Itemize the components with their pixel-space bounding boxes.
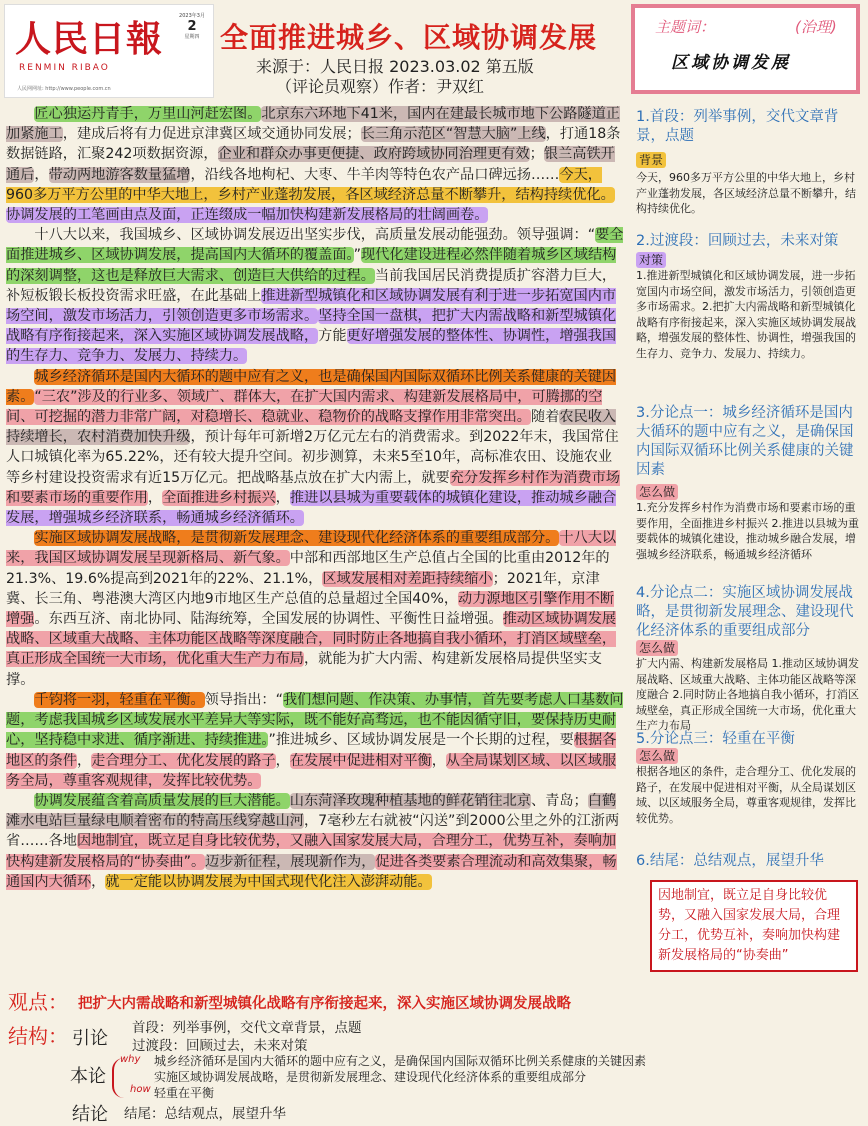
p1-segment-8: ， [34, 166, 49, 183]
p3-segment-2: 随着 [530, 409, 560, 426]
p3-segment-1: “三农”涉及的行业多、领域广、群体大，在扩大国内需求、构建新发展格局中，可腾挪的空间、可挖掘的潜力非常广阔，对稳增长、稳就业、稳物价的战略支撑作用非常突出。 [6, 388, 603, 426]
outline-section-3-body: 1.充分发挥乡村作为消费市场和要素市场的重要作用，全面推进乡村振兴 2.推进以县城为重要载体的城镇化建设，推动城乡融合发展，增强城乡经济联系，畅通城乡经济循环 [636, 501, 859, 561]
p1-segment-2: ，建成后将有力促进京津冀区域交通协同发展； [62, 126, 361, 143]
p6-segment-3: 白鹤滩水电站巨量绿电顺着密布的特高压线穿越山河 [6, 792, 617, 830]
p1-segment-6: ； [529, 146, 544, 163]
p5-segment-10: 从全局谋划区域、以区域服务全局，尊重客观规律，发挥比较优势。 [6, 752, 617, 789]
p4-segment-5: 动力源地区引擎作用不断增强 [6, 590, 615, 628]
p1-segment-9: 带动两地游客数量猛增 [48, 166, 191, 183]
p6-segment-8: ， [91, 873, 106, 890]
p1-segment-11: 今天，960多万平方公里的中华大地上，乡村产业蓬勃发展，各区域经济总量不断攀升，结构持续优化。 [6, 166, 615, 203]
p2-segment-10: 更好增强发展的整体性、协调性，增强我国的生存力、竞争力、发展力、持续力。 [6, 328, 617, 365]
p3-segment-10: ， [275, 489, 290, 506]
p2-segment-4: 当前我国居民消费提质扩容潜力巨大 [374, 267, 602, 284]
article-title: 全面推进城乡、区域协调发展 [220, 21, 598, 54]
p4-segment-6: 。东西互济、南北协同、陆海统筹，全国发展的协调性、平衡性日益增强。 [34, 611, 503, 628]
p1-segment-7: 银兰高铁开通后 [6, 146, 615, 183]
outline-section-3-tag: 怎么做 [636, 484, 678, 500]
p3-segment-5: 到2022年末，我国常住人口城镇化率为65.22%，还有较大提升空间。初步测算，未来5至10年，高标准农田、设施农业等乡村建设投资需求有近15万亿元。 [6, 429, 619, 486]
p5-segment-2: 我们想问题、作决策、办事情，首先要考虑人口基数问题，考虑我国城乡区域发展水平差异大等实际，既不能好高骛远，也不能因循守旧，要保持历史耐心，坚持稳中求进、循序渐进、持续推进。 [6, 691, 624, 749]
p1-segment-5: 企业和群众办事更便捷、政府跨域协同治理更有效 [217, 146, 530, 163]
outline-section-2-body: 1.推进新型城镇化和区域协调发展，进一步拓宽国内市场空间，激发市场活力，引领创造更多市场需求。2.把扩大内需战略和新型城镇化战略有序衔接起来，深入实施区域协调发展战略，增强发展的整体性、协调性，增强我国的生存力、竞争力、发展力、持续力。 [636, 269, 856, 360]
p2-segment-7: 推进新型城镇化和区域协调发展有利于进一步拓宽国内市场空间，激发市场活力，引领创造更多市场需求。 [6, 287, 617, 325]
outline-section-4-tag: 怎么做 [636, 640, 678, 656]
issue-day: 2 [187, 19, 197, 34]
p2-segment-9: 方能 [318, 328, 347, 345]
handwritten-how: how [130, 1084, 151, 1095]
outline-section-6-body: 因地制宜，既立足自身比较优势，又融入国家发展大局，合理分工，优势互补，奏响加快构建新发展格局的“协奏曲” [650, 880, 858, 972]
p4-segment-7: 推动区域协调发展战略、区域重大战略、主体功能区战略等深度融合，同时防止各地搞自我小循环，打消区域壁垒，真正形成全国统一大市场，优化重大生产力布局 [6, 611, 617, 668]
p3-segment-4: ，预计每年可新增2万亿元左右的消费需求。 [190, 429, 470, 446]
summary-body-2: 实施区域协调发展战略，是贯彻新发展理念、建设现代化经济体系的重要组成部分 [154, 1070, 587, 1084]
p4-segment-3: 区域发展相对差距持续缩小 [322, 570, 493, 587]
article-body [6, 104, 626, 892]
p3-segment-9: 全面推进乡村振兴 [162, 489, 276, 506]
paragraph-2 [6, 225, 626, 366]
outline-section-1-body: 今天，960多万平方公里的中华大地上，乡村产业蓬勃发展，各区域经济总量不断攀升，结构持续优化。 [636, 171, 856, 215]
p3-segment-8: ， [147, 489, 163, 506]
p4-segment-1: 十八大以来，我国区域协调发展呈现新格局、新气象。 [6, 530, 617, 567]
outline-section-3-head: 3.分论点一：城乡经济循环是国内大循环的题中应有之义，是确保国内国际双循环比例关系健康的关键因素 [636, 405, 854, 478]
summary-view-label: 观点： [8, 990, 68, 1014]
summary-body-3: 轻重在平衡 [154, 1086, 215, 1100]
issue-month: 2023年3月 [179, 13, 205, 19]
p1-segment-3: 长三角示范区“智慧大脑”上线 [360, 126, 546, 143]
p4-segment-2: 中部和西部地区生产总值占全国的比重由2012年的21.3%、19.6%提高到2021年的22%、21.1%， [6, 550, 610, 587]
p2-segment-2: ” [353, 247, 361, 264]
newspaper-logo: 人民日報 [15, 18, 164, 60]
p5-segment-3: ”推进城乡、区域协调发展是一个长期的过程，要 [268, 732, 574, 749]
paragraph-6 [6, 791, 626, 892]
paragraph-5 [6, 690, 626, 791]
outline-section-2-head: 2.过渡段：回顾过去，未来对策 [636, 233, 839, 249]
p6-segment-6: 迈步新征程，展现新作为， [205, 853, 376, 870]
newspaper-website: 人民网网址: http://www.people.com.cn [17, 86, 111, 92]
p5-segment-0: 千钧将一羽，轻重在平衡。 [34, 691, 205, 708]
p6-segment-0: 协调发展蕴含着高质量发展的巨大潜能。 [34, 792, 290, 809]
p3-segment-0: 城乡经济循环是国内大循环的题中应有之义，也是确保国内国际双循环比例关系健康的关键因素。 [6, 368, 617, 405]
outline-section-4-head: 4.分论点二：实施区域协调发展战略，是贯彻新发展理念、建设现代化经济体系的重要组成部分 [636, 585, 854, 639]
p4-segment-0: 实施区域协调发展战略，是贯彻新发展理念、建设现代化经济体系的重要组成部分。 [34, 530, 560, 547]
p5-segment-9: ， [431, 752, 446, 769]
p6-segment-4: ，7毫秒左右就被“闪送”到2000公里之外的江浙两省……各地 [6, 813, 620, 850]
summary-intro-2: 过渡段：回顾过去，未来对策 [132, 1038, 308, 1054]
summary-structure-label: 结构： [8, 1024, 68, 1048]
p5-segment-7: ， [275, 752, 290, 769]
p6-segment-7: 促进各类要素合理流动和高效集聚，畅通国内大循环 [6, 853, 617, 890]
p5-segment-5: ， [76, 752, 92, 769]
article-author: （评论员观察）作者：尹双红 [276, 77, 485, 96]
summary-body-label: 本论 [70, 1066, 106, 1087]
theme-label: 主题词： [655, 18, 716, 36]
newspaper-subtitle: RENMIN RIBAO [19, 63, 110, 73]
theme-value: 区域协调发展 [671, 53, 791, 73]
p6-segment-9: 就一定能以协调发展为中国式现代化注入澎湃动能。 [105, 873, 432, 890]
paragraph-1 [6, 104, 626, 225]
outline-section-5-head: 5.分论点三：轻重在平衡 [636, 731, 795, 747]
p4-segment-4: ；2021年，京津冀、长三角、粤港澳大湾区内地9市地区生产总值的总量超过全国40%， [6, 570, 600, 607]
paragraph-3 [6, 367, 626, 529]
p3-segment-3: 农民收入持续增长，农村消费加快升级 [6, 409, 617, 446]
summary-intro-1: 首段：列举事例，交代文章背景，点题 [132, 1020, 362, 1036]
p5-segment-1: 领导指出：“ [204, 691, 283, 708]
p3-segment-6: 把战略基点放在扩大内需上，就要 [236, 469, 450, 486]
outline-section-1-head: 1.首段：列举事例，交代文章背景，点题 [636, 109, 839, 144]
p3-segment-11: 推进以县城为重要载体的城镇化建设，推动城乡融合发展，增强城乡经济联系，畅通城乡经济循环。 [6, 489, 617, 527]
article-source: 来源于：人民日报 2023.03.02 第五版 [256, 57, 534, 76]
p3-segment-7: 充分发挥乡村作为消费市场和要素市场的重要作用 [6, 469, 620, 506]
p1-segment-12: 协调发展的工笔画由点及面，正连缀成一幅加快构建新发展格局的壮阔画卷。 [6, 207, 489, 224]
outline-section-5-body: 根据各地区的条件，走合理分工、优化发展的路子，在发展中促进相对平衡，从全局谋划区域、以区域服务全局，尊重客观规律，发挥比较优势。 [636, 765, 856, 825]
issue-date-box [175, 13, 209, 83]
summary-conclusion-label: 结论 [72, 1104, 108, 1125]
p5-segment-8: 在发展中促进相对平衡 [289, 752, 432, 769]
outline-section-4-body: 扩大内需、构建新发展格局 1.推动区域协调发展战略、区域重大战略、主体功能区战略等深度融合 2.同时防止各地搞自我小循环，打消区域壁垒，真正形成全国统一大市场，优化重大生产力布局 [636, 657, 859, 732]
p1-segment-4: ，打通18条数据链路，汇聚242项数据资源， [6, 126, 621, 163]
p2-segment-8: 坚持全国一盘棋，把扩大内需战略和新型城镇化战略有序衔接起来，深入实施区域协调发展战略， [6, 308, 617, 345]
p1-segment-1: 北京东六环地下41米，国内在建最长城市地下公路隧道正加紧施工 [6, 106, 620, 143]
p1-segment-10: ，沿线各地枸杞、大枣、牛羊肉等特色农产品口碑远扬…… [190, 166, 560, 183]
p6-segment-5: 因地制宜，既立足自身比较优势，又融入国家发展大局，合理分工，优势互补，奏响加快构建新发展格局的“协奏曲”。 [6, 833, 617, 870]
summary-intro-label: 引论 [72, 1028, 108, 1049]
outline-section-2-tag: 对策 [636, 252, 666, 268]
p4-segment-8: ，就能为扩大内需、构建新发展格局提供坚实支撑。 [6, 651, 602, 688]
issue-weekday: 星期四 [184, 34, 200, 40]
outline-section-1-tag: 背景 [636, 152, 666, 168]
outline-section-5-tag: 怎么做 [636, 748, 678, 764]
theme-box [631, 4, 860, 94]
outline-section-6-head: 6.结尾：总结观点，展望升华 [636, 853, 824, 869]
p2-segment-1: 要全面推进城乡、区域协调发展，提高国内大循环的覆盖面。 [6, 227, 624, 264]
handwritten-why: why [120, 1054, 141, 1065]
p2-segment-5: ，补短板锻长板投资需求旺盛， [6, 267, 617, 304]
summary-conclusion-1: 结尾：总结观点，展望升华 [124, 1106, 286, 1122]
newspaper-masthead [4, 4, 214, 98]
summary-body-1: 城乡经济循环是国内大循环的题中应有之义，是确保国内国际双循环比例关系健康的关键因素 [154, 1054, 647, 1068]
paragraph-4 [6, 528, 626, 690]
p2-segment-0: 十八大以来，我国城乡、区域协调发展迈出坚实步伐，高质量发展动能强劲。领导强调：“ [34, 227, 596, 244]
p1-segment-0: 匠心独运丹青手，万里山河赶宏图。 [34, 106, 262, 122]
summary-view: 把扩大内需战略和新型城镇化战略有序衔接起来，深入实施区域协调发展战略 [78, 996, 571, 1012]
p6-segment-1: 山东菏泽玫瑰种植基地的鲜花销往北京 [289, 792, 531, 809]
p2-segment-3: 现代化建设进程必然伴随着城乡区域结构的深刻调整，这也是释放巨大需求、创造巨大供给的过程。 [6, 247, 617, 284]
p6-segment-2: 、青岛； [530, 792, 588, 809]
theme-tag: (治理) [795, 18, 837, 36]
p2-segment-6: 在此基础上 [190, 287, 262, 304]
p5-segment-4: 根据各地区的条件 [6, 732, 617, 769]
p5-segment-6: 走合理分工、优化发展的路子 [91, 752, 276, 769]
